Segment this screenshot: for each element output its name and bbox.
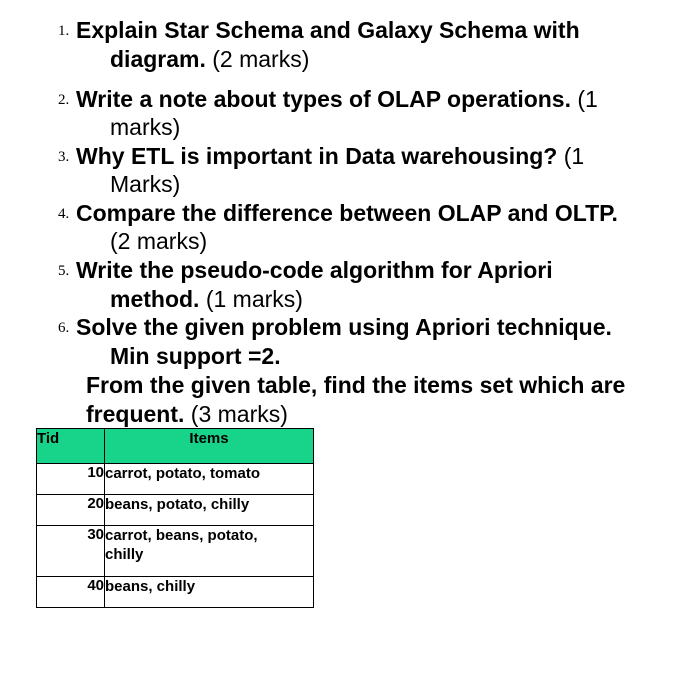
question-line: Write a note about types of OLAP operations. (1 bbox=[76, 86, 598, 112]
question-line: Write the pseudo-code algorithm for Apriori bbox=[76, 257, 553, 283]
tid-cell: 20 bbox=[37, 495, 105, 526]
column-header-items: Items bbox=[105, 429, 314, 464]
tid-cell: 30 bbox=[37, 526, 105, 577]
question-number: 4. bbox=[58, 206, 70, 222]
items-cell: carrot, potato, tomato bbox=[105, 464, 314, 495]
items-cell: beans, potato, chilly bbox=[105, 495, 314, 526]
table-header-row bbox=[37, 429, 314, 464]
question-number: 5. bbox=[58, 263, 70, 279]
table-row bbox=[37, 577, 314, 608]
items-cell: carrot, beans, potato, chilly bbox=[105, 526, 314, 577]
question-line: marks) bbox=[110, 114, 181, 140]
tid-cell: 10 bbox=[37, 464, 105, 495]
question-number: 6. bbox=[58, 320, 70, 336]
table-row bbox=[37, 526, 314, 577]
question-line: Explain Star Schema and Galaxy Schema with bbox=[76, 17, 580, 43]
question-line: Min support =2. bbox=[110, 343, 281, 369]
table-row bbox=[37, 464, 314, 495]
question-line: Compare the difference between OLAP and OLTP. bbox=[76, 200, 618, 226]
items-cell: beans, chilly bbox=[105, 577, 314, 608]
question-number: 1. bbox=[58, 23, 70, 39]
question-line: Why ETL is important in Data warehousing? (1 bbox=[76, 143, 585, 169]
column-header-tid: Tid bbox=[37, 429, 105, 464]
question-line: diagram. (2 marks) bbox=[110, 46, 310, 72]
transactions-table bbox=[36, 428, 314, 608]
question-number: 3. bbox=[58, 149, 70, 165]
question-line: (2 marks) bbox=[110, 228, 208, 254]
instruction-line: From the given table, find the items set which are bbox=[86, 372, 626, 398]
question-line: Solve the given problem using Apriori technique. bbox=[76, 314, 612, 340]
instruction-line: frequent. (3 marks) bbox=[86, 401, 288, 427]
question-line: Marks) bbox=[110, 171, 181, 197]
question-line: method. (1 marks) bbox=[110, 286, 303, 312]
question-number: 2. bbox=[58, 92, 70, 108]
table-row bbox=[37, 495, 314, 526]
tid-cell: 40 bbox=[37, 577, 105, 608]
